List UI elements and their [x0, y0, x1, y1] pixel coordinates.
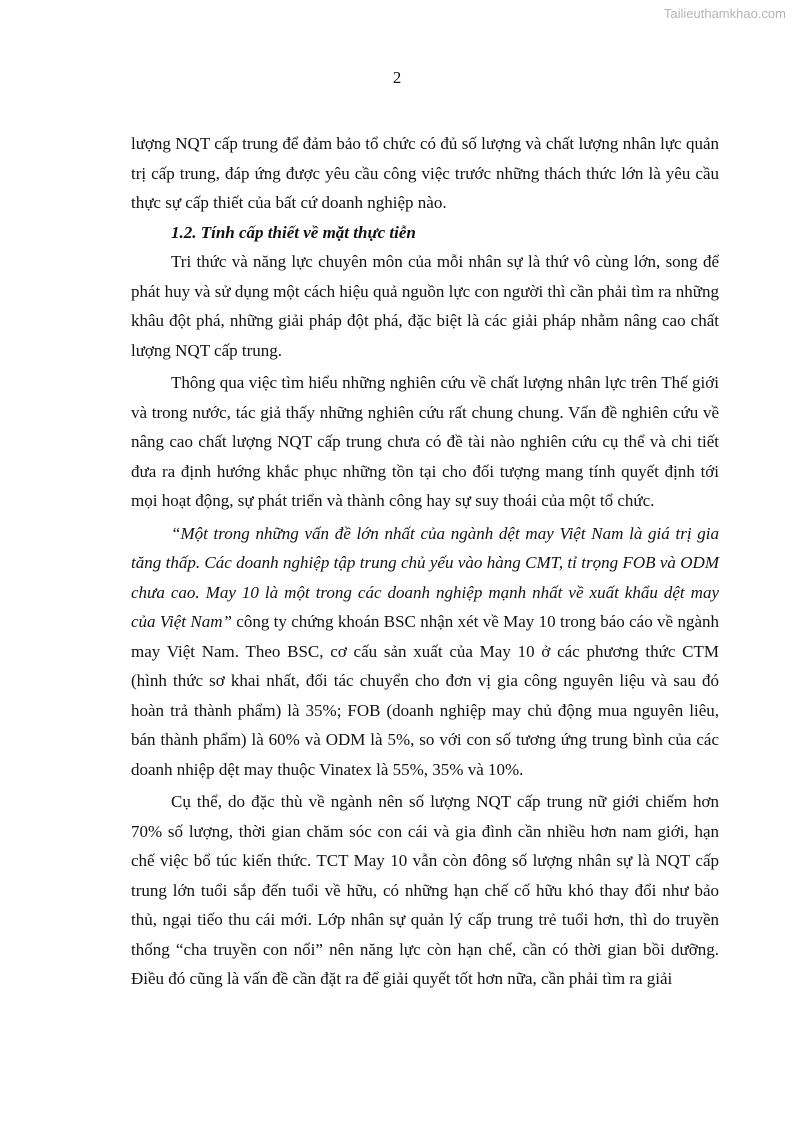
document-body — [131, 129, 719, 994]
paragraph-3: Thông qua việc tìm hiểu những nghiên cứu về chất lượng nhân lực trên Thế giới và trong nước, tác giả thấy những nghiên cứu rất chung chung. Vấn đề nghiên cứu về nâng cao chất lượng NQT cấp trung chưa có đề tài nào nghiên cứu cụ thể và chi tiết đưa ra định hướng khắc phục những tồn tại cho đối tượng mang tính quyết định tới mọi hoạt động, sự phát triển và thành công hay sự suy thoái của một tổ chức. — [131, 373, 719, 510]
watermark: Tailieuthamkhao.com — [663, 6, 786, 21]
paragraph-5: Cụ thể, do đặc thù về ngành nên số lượng NQT cấp trung nữ giới chiếm hơn 70% số lượng, thời gian chăm sóc con cái và gia đình cần nhiều hơn nam giới, hạn chế việc bổ túc kiến thức. TCT May 10 vẫn còn đông số lượng nhân sự là NQT cấp trung lớn tuổi sắp đến tuổi về hữu, có những hạn chế cố hữu khó thay đổi như bảo thủ, ngại tiếo thu cái mới. Lớp nhân sự quản lý cấp trung trẻ tuổi hơn, thì do truyền thống “cha truyền con nối” nên năng lực còn hạn chế, cần có thời gian bồi dưỡng. Điều đó cũng là vấn đề cần đặt ra để giải quyết tốt hơn nữa, cần phải tìm ra giải — [131, 792, 719, 988]
paragraph-2: Tri thức và năng lực chuyên môn của mỗi nhân sự là thứ vô cùng lớn, song để phát huy và sử dụng một cách hiệu quả nguồn lực con người thì cần phải tìm ra những khâu đột phá, những giải pháp đột phá, đặc biệt là các giải pháp nhằm nâng cao chất lượng NQT cấp trung. — [131, 252, 719, 360]
paragraph-4 — [131, 519, 719, 785]
quote-text: “Một trong những vấn đề lớn nhất của ngành dệt may Việt Nam là giá trị gia tăng thấp. Các doanh nghiệp tập trung chủ yếu vào hàng CMT, tỉ trọng FOB và ODM chưa cao. May 10 là một trong các doanh nghiệp mạnh nhất về xuất khẩu dệt may của Việt Nam” — [131, 523, 719, 631]
paragraph-4-rest: công ty chứng khoán BSC nhận xét về May 10 trong báo cáo về ngành may Việt Nam. Theo BSC, cơ cấu sản xuất của May 10 ở các phương thức CTM (hình thức sơ khai nhất, đối tác chuyển cho đơn vị gia công nguyên liệu và sau đó hoàn trả thành phẩm) là 35%; FOB (doanh nghiệp may chủ động mua nguyên liêu, bán thành phẩm) là 60% và ODM là 5%, so với con số tương ứng trung bình của các doanh nhiệp dệt may thuộc Vinatex là 55%, 35% và 10%. — [131, 612, 720, 779]
page-number: 2 — [392, 68, 402, 87]
paragraph-1: lượng NQT cấp trung để đảm bảo tổ chức có đủ số lượng và chất lượng nhân lực quản trị cấp trung, đáp ứng được yêu cầu công việc trước những thách thức lớn là yêu cầu thực sự cấp thiết của bất cứ doanh nghiệp nào. — [131, 134, 719, 212]
section-heading: 1.2. Tính cấp thiết về mặt thực tiễn — [171, 222, 416, 242]
